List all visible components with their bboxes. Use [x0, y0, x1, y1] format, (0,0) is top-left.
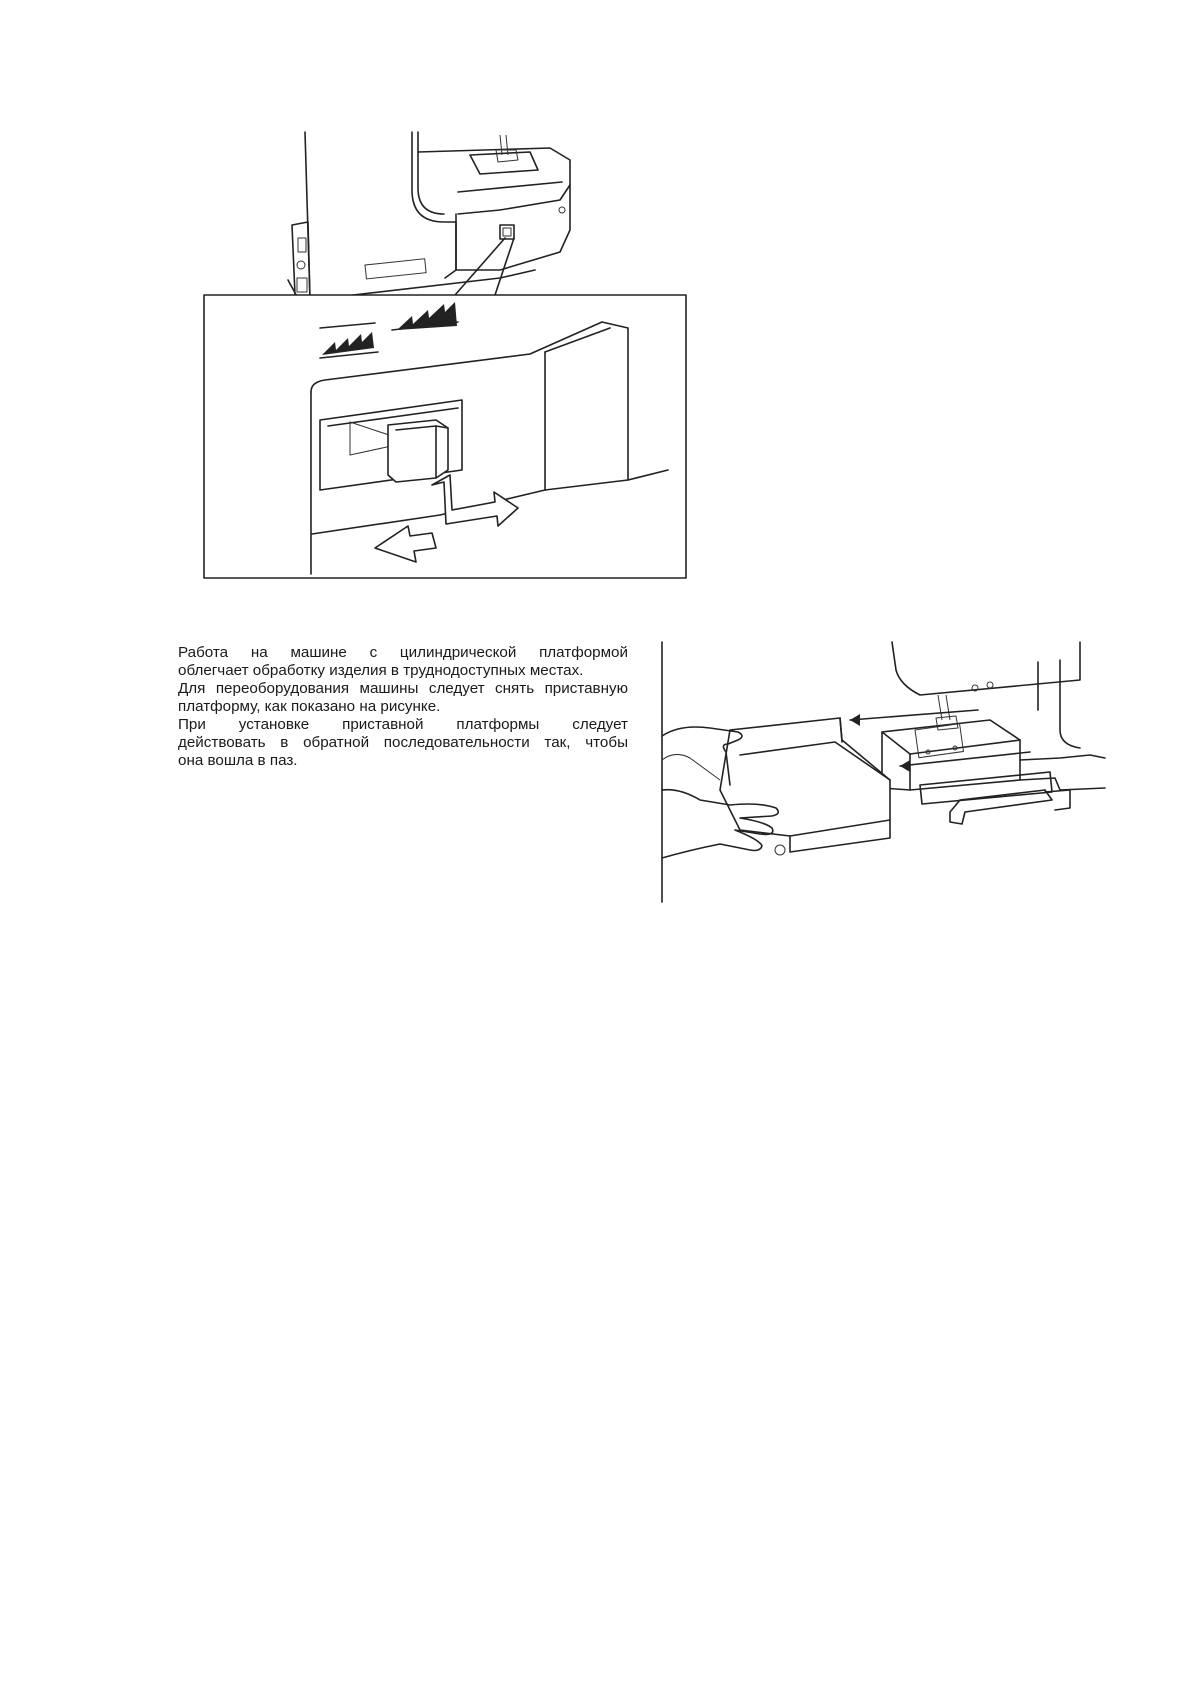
- instructions-line: облегчает обработку изделия в труднодоступных местах.: [178, 662, 584, 679]
- feed-dog-lever-illustration: [200, 130, 690, 582]
- instructions-text: [178, 644, 628, 770]
- instructions-line: При установке приставной платформы следует: [178, 716, 628, 733]
- instructions-line: платформу, как показано на рисунке.: [178, 698, 441, 715]
- lever-knob: [388, 420, 448, 482]
- instructions-line: действовать в обратной последовательности так, чтобы: [178, 734, 628, 751]
- instructions-line: Работа на машине с цилиндрической платформой: [178, 644, 628, 661]
- instructions-line: Для переоборудования машины следует снять приставную: [178, 680, 628, 697]
- instructions-line: она вошла в паз.: [178, 752, 298, 769]
- remove-extension-table-illustration: [660, 640, 1110, 902]
- feed-dog-lever-drawing: [200, 130, 690, 582]
- extension-table-drawing: [660, 640, 1110, 902]
